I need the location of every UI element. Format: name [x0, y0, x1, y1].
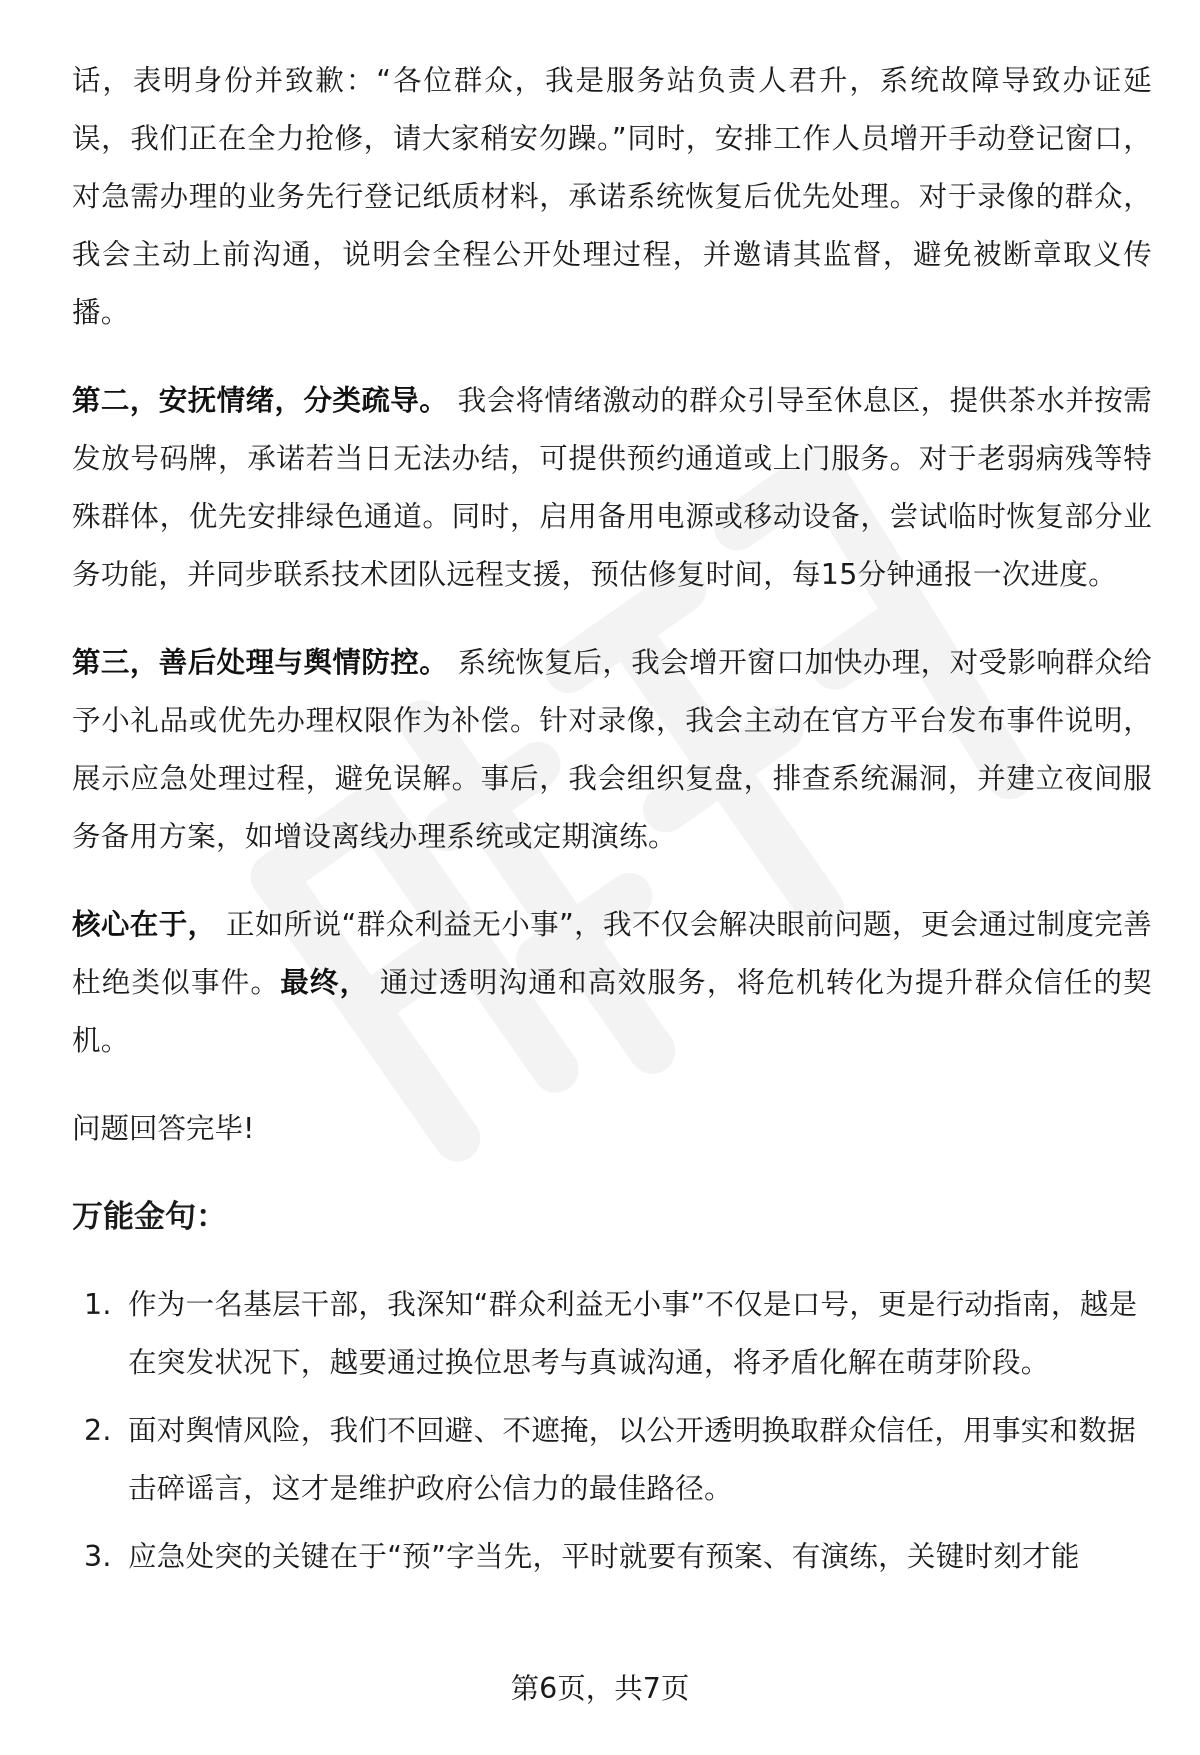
paragraph-third-lead: 第三，善后处理与舆情防控。: [72, 646, 449, 679]
paragraph-core-lead: 核心在于，: [72, 908, 217, 941]
list-item: [72, 1402, 1152, 1518]
paragraph-core-text: 正如所说“群众利益无小事”，我不仅会解决眼前问题，更会通过制度完善杜绝类似事件。: [72, 908, 1152, 999]
list-item-number: 3.: [84, 1540, 112, 1573]
paragraph-first-text: 话，表明身份并致歉：“各位群众，我是服务站负责人君升，系统故障导致办证延误，我们正在全力抢修，请大家稍安勿躁。”同时，安排工作人员增开手动登记窗口，对急需办理的业务先行登记纸质材料，承诺系统恢复后优先处理。对于录像的群众，我会主动上前沟通，说明会全程公开处理过程，并邀请其监督，避免被断章取义传播。: [72, 64, 1152, 329]
page-number: 第6页，共7页: [510, 1672, 690, 1705]
paragraph-core: [72, 896, 1152, 1070]
quotes-heading: 万能金句：: [72, 1199, 227, 1235]
paragraph-third-text: 系统恢复后，我会增开窗口加快办理，对受影响群众给予小礼品或优先办理权限作为补偿。针对录像，我会主动在官方平台发布事件说明，展示应急处理过程，避免误解。事后，我会组织复盘，排查系统漏洞，并建立夜间服务备用方案，如增设离线办理系统或定期演练。: [72, 646, 1152, 853]
paragraph-core-text-final: 通过透明沟通和高效服务，将危机转化为提升群众信任的契机。: [72, 966, 1152, 1057]
paragraph-first: [72, 52, 1152, 342]
paragraph-second: [72, 372, 1152, 604]
list-item-text: 作为一名基层干部，我深知“群众利益无小事”不仅是口号，更是行动指南，越是在突发状况下，越要通过换位思考与真诚沟通，将矛盾化解在萌芽阶段。: [128, 1288, 1138, 1379]
list-item: [72, 1276, 1152, 1392]
list-item-number: 1.: [84, 1288, 112, 1321]
paragraph-core-lead-final: 最终，: [280, 966, 370, 999]
document-body: [72, 52, 1152, 1596]
quotes-list: [72, 1276, 1152, 1586]
list-item-text: 面对舆情风险，我们不回避、不遮掩，以公开透明换取群众信任，用事实和数据击碎谣言，这才是维护政府公信力的最佳路径。: [128, 1414, 1137, 1505]
closing-line: 问题回答完毕!: [72, 1112, 255, 1145]
list-item-number: 2.: [84, 1414, 112, 1447]
paragraph-third: [72, 634, 1152, 866]
list-item: [72, 1528, 1152, 1586]
paragraph-second-lead: 第二，安抚情绪，分类疏导。: [72, 384, 449, 417]
list-item-text: 应急处突的关键在于“预”字当先，平时就要有预案、有演练，关键时刻才能: [128, 1540, 1080, 1573]
paragraph-second-text: 我会将情绪激动的群众引导至休息区，提供茶水并按需发放号码牌，承诺若当日无法办结，可提供预约通道或上门服务。对于老弱病残等特殊群体，优先安排绿色通道。同时，启用备用电源或移动设备，尝试临时恢复部分业务功能，并同步联系技术团队远程支援，预估修复时间，每15分钟通报一次进度。: [72, 384, 1152, 591]
